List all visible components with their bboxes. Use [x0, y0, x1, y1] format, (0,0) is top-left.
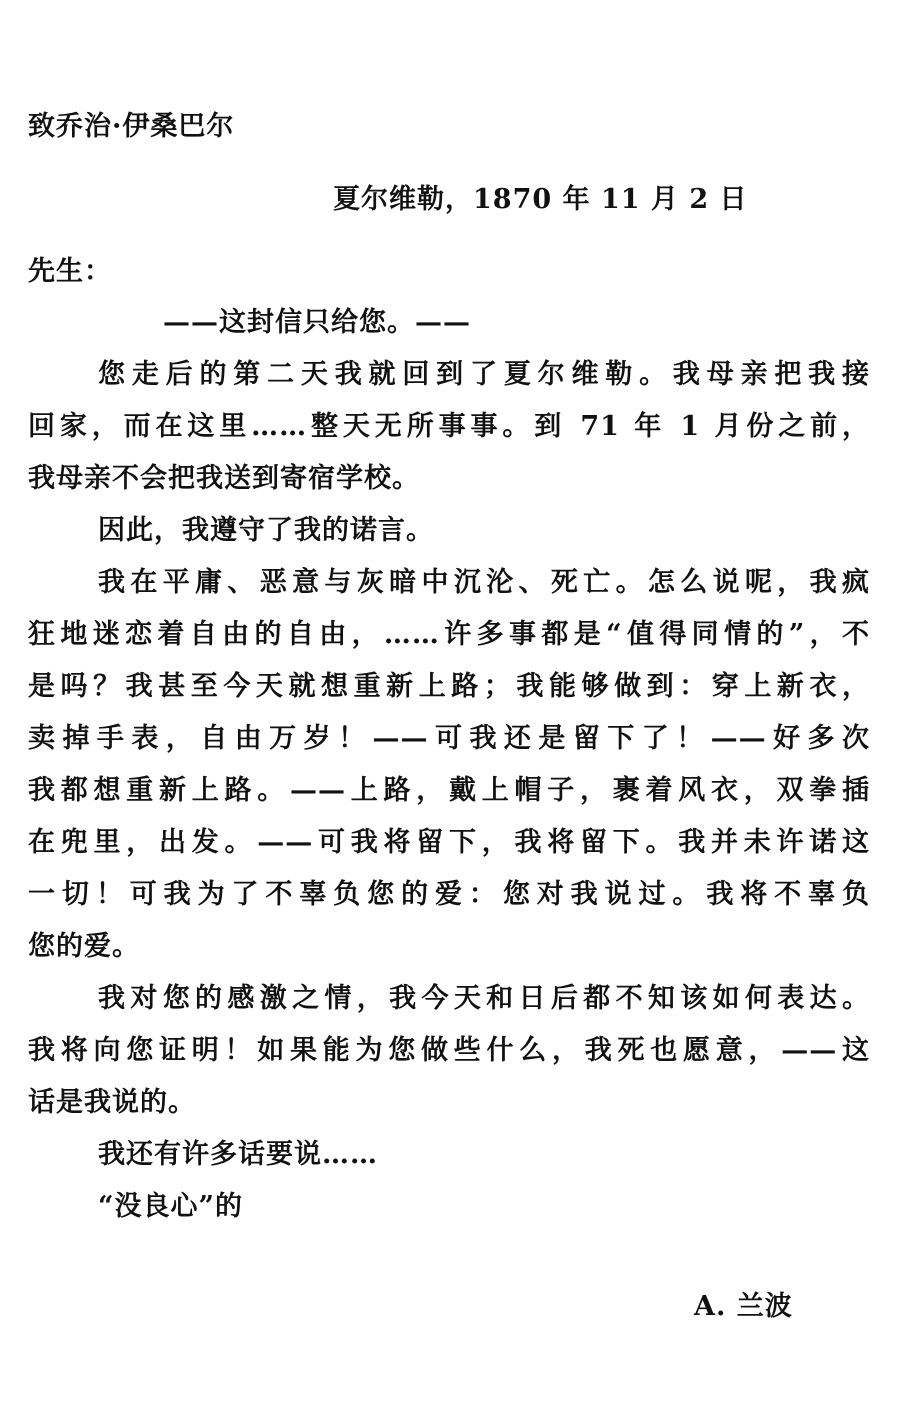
paragraph-line: 在兜里，出发。——可我将留下，我将留下。我并未许诺这	[28, 827, 870, 858]
paragraph-line: 我母亲不会把我送到寄宿学校。	[28, 463, 420, 494]
paragraph-line: 我对您的感激之情，我今天和日后都不知该如何表达。	[98, 983, 870, 1014]
private-note: ——这封信只给您。——	[163, 307, 471, 338]
signature: A. 兰波	[694, 1291, 793, 1322]
paragraph-line: 我将向您证明！如果能为您做些什么，我死也愿意，——这	[28, 1035, 870, 1066]
paragraph-line: 回家，而在这里……整天无所事事。到 71 年 1 月份之前，	[28, 411, 870, 442]
place-date: 夏尔维勒，1870 年 11 月 2 日	[333, 184, 748, 215]
paragraph-line: 是吗？我甚至今天就想重新上路；我能够做到：穿上新衣，	[28, 671, 870, 702]
paragraph-line: 话是我说的。	[28, 1087, 196, 1118]
paragraph-line: 您的爱。	[28, 931, 140, 962]
paragraph-line: 一切！可我为了不辜负您的爱：您对我说过。我将不辜负	[28, 879, 870, 910]
closing: “没良心”的	[98, 1191, 244, 1222]
paragraph-line: 卖掉手表，自由万岁！——可我还是留下了！——好多次	[28, 723, 870, 754]
paragraph-line: 我在平庸、恶意与灰暗中沉沦、死亡。怎么说呢，我疯	[98, 567, 870, 598]
paragraph-line: 您走后的第二天我就回到了夏尔维勒。我母亲把我接	[98, 359, 870, 390]
letter-heading: 致乔治·伊桑巴尔	[28, 111, 235, 142]
paragraph-line: 我还有许多话要说……	[98, 1139, 378, 1170]
paragraph-line: 狂地迷恋着自由的自由，……许多事都是“值得同情的”，不	[28, 619, 870, 650]
paragraph-line: 我都想重新上路。——上路，戴上帽子，裹着风衣，双拳插	[28, 775, 870, 806]
salutation: 先生：	[28, 256, 112, 287]
paragraph-line: 因此，我遵守了我的诺言。	[98, 515, 434, 546]
